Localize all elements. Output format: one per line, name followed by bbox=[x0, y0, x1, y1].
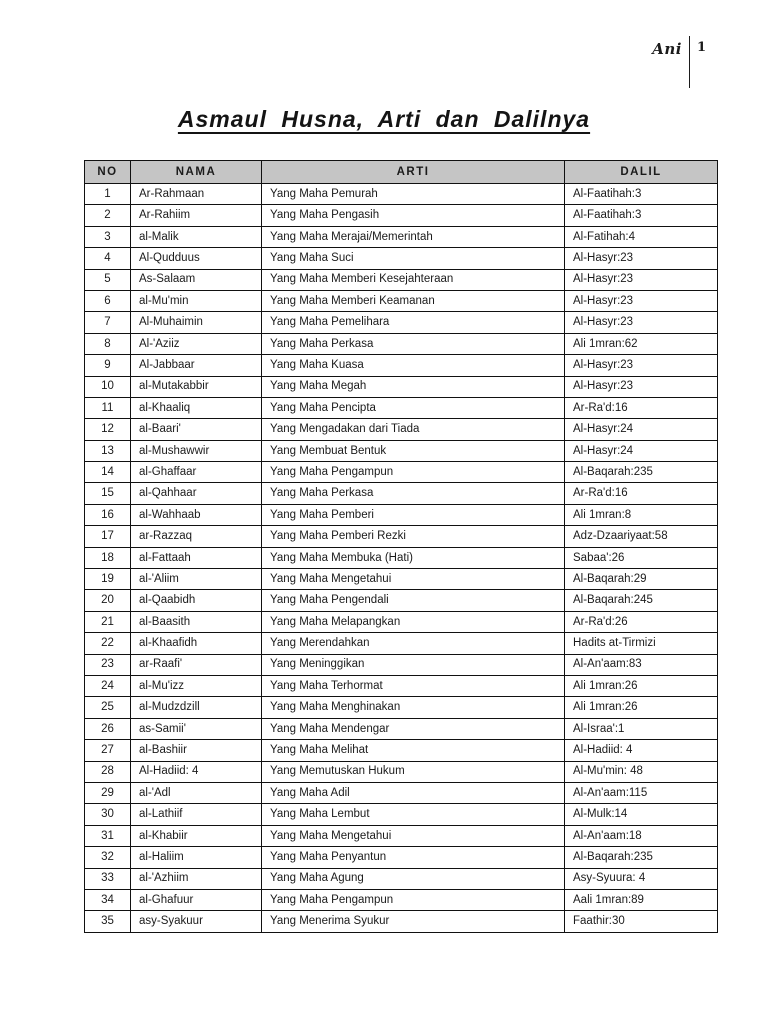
cell-no: 4 bbox=[85, 248, 131, 269]
cell-arti: Yang Maha Suci bbox=[262, 248, 565, 269]
table-row bbox=[85, 654, 718, 675]
asmaul-husna-table bbox=[84, 160, 718, 933]
table-row bbox=[85, 611, 718, 632]
table-row bbox=[85, 419, 718, 440]
column-header-nama: NAMA bbox=[131, 161, 262, 184]
cell-nama: Al-Hadiid: 4 bbox=[131, 761, 262, 782]
cell-arti: Yang Maha Pemberi bbox=[262, 504, 565, 525]
table-row bbox=[85, 333, 718, 354]
header-author: Ani bbox=[652, 40, 682, 58]
cell-no: 34 bbox=[85, 889, 131, 910]
cell-dalil: Ali 1mran:26 bbox=[565, 697, 718, 718]
table-row bbox=[85, 226, 718, 247]
cell-nama: al-Mu'min bbox=[131, 290, 262, 311]
cell-nama: Ar-Rahiim bbox=[131, 205, 262, 226]
cell-no: 21 bbox=[85, 611, 131, 632]
table-row bbox=[85, 504, 718, 525]
cell-arti: Yang Maha Pengampun bbox=[262, 889, 565, 910]
cell-nama: as-Samii' bbox=[131, 718, 262, 739]
cell-arti: Yang Maha Memberi Kesejahteraan bbox=[262, 269, 565, 290]
cell-no: 32 bbox=[85, 847, 131, 868]
cell-arti: Yang Maha Pemberi Rezki bbox=[262, 526, 565, 547]
cell-arti: Yang Maha Mendengar bbox=[262, 718, 565, 739]
table-row bbox=[85, 376, 718, 397]
cell-no: 5 bbox=[85, 269, 131, 290]
cell-no: 31 bbox=[85, 825, 131, 846]
cell-nama: Al-Muhaimin bbox=[131, 312, 262, 333]
cell-arti: Yang Maha Menghinakan bbox=[262, 697, 565, 718]
cell-no: 27 bbox=[85, 740, 131, 761]
cell-dalil: Al-Hasyr:23 bbox=[565, 290, 718, 311]
table-row bbox=[85, 697, 718, 718]
cell-dalil: Al-Hasyr:23 bbox=[565, 376, 718, 397]
cell-nama: al-Mutakabbir bbox=[131, 376, 262, 397]
cell-dalil: Faathir:30 bbox=[565, 911, 718, 932]
table-row bbox=[85, 397, 718, 418]
cell-dalil: Al-Baqarah:235 bbox=[565, 462, 718, 483]
column-header-dalil: DALIL bbox=[565, 161, 718, 184]
document-title: Asmaul Husna, Arti dan Dalilnya bbox=[177, 106, 591, 132]
cell-arti: Yang Maha Memberi Keamanan bbox=[262, 290, 565, 311]
cell-dalil: Al-Hadiid: 4 bbox=[565, 740, 718, 761]
cell-nama: al-'Azhiim bbox=[131, 868, 262, 889]
cell-dalil: Al-Faatihah:3 bbox=[565, 184, 718, 205]
cell-nama: al-Haliim bbox=[131, 847, 262, 868]
cell-nama: As-Salaam bbox=[131, 269, 262, 290]
cell-dalil: Al-Hasyr:23 bbox=[565, 248, 718, 269]
table-row bbox=[85, 569, 718, 590]
cell-no: 35 bbox=[85, 911, 131, 932]
cell-arti: Yang Maha Penyantun bbox=[262, 847, 565, 868]
cell-arti: Yang Maha Lembut bbox=[262, 804, 565, 825]
cell-no: 28 bbox=[85, 761, 131, 782]
cell-arti: Yang Maha Membuka (Hati) bbox=[262, 547, 565, 568]
cell-no: 7 bbox=[85, 312, 131, 333]
cell-dalil: Sabaa':26 bbox=[565, 547, 718, 568]
table-row bbox=[85, 804, 718, 825]
table-row bbox=[85, 290, 718, 311]
table-row bbox=[85, 718, 718, 739]
cell-arti: Yang Maha Perkasa bbox=[262, 483, 565, 504]
cell-nama: al-Qahhaar bbox=[131, 483, 262, 504]
cell-no: 17 bbox=[85, 526, 131, 547]
table-row bbox=[85, 889, 718, 910]
cell-nama: al-Malik bbox=[131, 226, 262, 247]
cell-no: 26 bbox=[85, 718, 131, 739]
table-header bbox=[85, 161, 718, 184]
cell-arti: Yang Maha Merajai/Memerintah bbox=[262, 226, 565, 247]
cell-nama: al-Ghaffaar bbox=[131, 462, 262, 483]
cell-arti: Yang Maha Melihat bbox=[262, 740, 565, 761]
table-row bbox=[85, 355, 718, 376]
cell-no: 1 bbox=[85, 184, 131, 205]
cell-arti: Yang Maha Pencipta bbox=[262, 397, 565, 418]
cell-no: 30 bbox=[85, 804, 131, 825]
cell-nama: Al-Qudduus bbox=[131, 248, 262, 269]
table-row bbox=[85, 847, 718, 868]
cell-no: 18 bbox=[85, 547, 131, 568]
cell-nama: al-Bashiir bbox=[131, 740, 262, 761]
cell-no: 10 bbox=[85, 376, 131, 397]
cell-nama: al-Khaaliq bbox=[131, 397, 262, 418]
cell-no: 15 bbox=[85, 483, 131, 504]
cell-no: 2 bbox=[85, 205, 131, 226]
cell-nama: al-Lathiif bbox=[131, 804, 262, 825]
cell-dalil: Ali 1mran:26 bbox=[565, 675, 718, 696]
cell-no: 13 bbox=[85, 440, 131, 461]
cell-nama: ar-Raafi' bbox=[131, 654, 262, 675]
cell-nama: Ar-Rahmaan bbox=[131, 184, 262, 205]
cell-arti: Yang Meninggikan bbox=[262, 654, 565, 675]
cell-arti: Yang Maha Adil bbox=[262, 782, 565, 803]
cell-no: 22 bbox=[85, 633, 131, 654]
cell-arti: Yang Mengadakan dari Tiada bbox=[262, 419, 565, 440]
table-row bbox=[85, 483, 718, 504]
cell-nama: al-Wahhaab bbox=[131, 504, 262, 525]
cell-arti: Yang Maha Megah bbox=[262, 376, 565, 397]
cell-dalil: Al-An'aam:115 bbox=[565, 782, 718, 803]
cell-nama: al-Khabiir bbox=[131, 825, 262, 846]
cell-arti: Yang Maha Agung bbox=[262, 868, 565, 889]
table-row bbox=[85, 312, 718, 333]
cell-nama: Al-'Aziiz bbox=[131, 333, 262, 354]
table-row bbox=[85, 782, 718, 803]
cell-arti: Yang Maha Pengendali bbox=[262, 590, 565, 611]
cell-dalil: Al-Hasyr:23 bbox=[565, 355, 718, 376]
cell-arti: Yang Memutuskan Hukum bbox=[262, 761, 565, 782]
cell-dalil: Al-Faatihah:3 bbox=[565, 205, 718, 226]
table-row bbox=[85, 761, 718, 782]
cell-nama: Al-Jabbaar bbox=[131, 355, 262, 376]
cell-arti: Yang Maha Pemelihara bbox=[262, 312, 565, 333]
cell-dalil: Asy-Syuura: 4 bbox=[565, 868, 718, 889]
cell-dalil: Hadits at-Tirmizi bbox=[565, 633, 718, 654]
cell-dalil: Al-Hasyr:24 bbox=[565, 440, 718, 461]
cell-arti: Yang Maha Perkasa bbox=[262, 333, 565, 354]
table-row bbox=[85, 868, 718, 889]
cell-nama: al-Khaafidh bbox=[131, 633, 262, 654]
column-header-arti: ARTI bbox=[262, 161, 565, 184]
cell-arti: Yang Maha Mengetahui bbox=[262, 825, 565, 846]
column-header-no: NO bbox=[85, 161, 131, 184]
cell-nama: al-Mudzdzill bbox=[131, 697, 262, 718]
cell-dalil: Ar-Ra'd:16 bbox=[565, 483, 718, 504]
table-row bbox=[85, 462, 718, 483]
table-row bbox=[85, 911, 718, 932]
cell-dalil: Al-Baqarah:235 bbox=[565, 847, 718, 868]
cell-dalil: Al-Mulk:14 bbox=[565, 804, 718, 825]
cell-no: 20 bbox=[85, 590, 131, 611]
cell-dalil: Al-Israa':1 bbox=[565, 718, 718, 739]
cell-arti: Yang Maha Kuasa bbox=[262, 355, 565, 376]
table-row bbox=[85, 205, 718, 226]
cell-no: 11 bbox=[85, 397, 131, 418]
cell-nama: al-'Adl bbox=[131, 782, 262, 803]
table-row bbox=[85, 184, 718, 205]
cell-dalil: Al-Mu'min: 48 bbox=[565, 761, 718, 782]
cell-nama: al-Mu'izz bbox=[131, 675, 262, 696]
cell-dalil: Al-Fatihah:4 bbox=[565, 226, 718, 247]
cell-no: 25 bbox=[85, 697, 131, 718]
table-row bbox=[85, 825, 718, 846]
cell-dalil: Aali 1mran:89 bbox=[565, 889, 718, 910]
cell-arti: Yang Merendahkan bbox=[262, 633, 565, 654]
cell-nama: ar-Razzaq bbox=[131, 526, 262, 547]
cell-dalil: Ali 1mran:8 bbox=[565, 504, 718, 525]
cell-arti: Yang Maha Melapangkan bbox=[262, 611, 565, 632]
cell-nama: al-Baasith bbox=[131, 611, 262, 632]
cell-dalil: Al-Baqarah:29 bbox=[565, 569, 718, 590]
table-row bbox=[85, 675, 718, 696]
cell-arti: Yang Membuat Bentuk bbox=[262, 440, 565, 461]
cell-no: 8 bbox=[85, 333, 131, 354]
cell-nama: al-Ghafuur bbox=[131, 889, 262, 910]
header-page-number: 1 bbox=[696, 40, 706, 55]
cell-nama: al-'Aliim bbox=[131, 569, 262, 590]
cell-nama: al-Mushawwir bbox=[131, 440, 262, 461]
cell-dalil: Al-Hasyr:23 bbox=[565, 269, 718, 290]
cell-no: 6 bbox=[85, 290, 131, 311]
cell-dalil: Adz-Dzaariyaat:58 bbox=[565, 526, 718, 547]
cell-no: 29 bbox=[85, 782, 131, 803]
cell-no: 14 bbox=[85, 462, 131, 483]
cell-dalil: Al-Baqarah:245 bbox=[565, 590, 718, 611]
cell-no: 23 bbox=[85, 654, 131, 675]
cell-no: 9 bbox=[85, 355, 131, 376]
table-row bbox=[85, 269, 718, 290]
cell-arti: Yang Maha Mengetahui bbox=[262, 569, 565, 590]
cell-no: 33 bbox=[85, 868, 131, 889]
cell-dalil: Al-An'aam:83 bbox=[565, 654, 718, 675]
page-header bbox=[652, 36, 706, 88]
cell-dalil: Ar-Ra'd:16 bbox=[565, 397, 718, 418]
cell-no: 16 bbox=[85, 504, 131, 525]
table-row bbox=[85, 526, 718, 547]
cell-arti: Yang Maha Pengampun bbox=[262, 462, 565, 483]
cell-no: 12 bbox=[85, 419, 131, 440]
cell-arti: Yang Maha Pengasih bbox=[262, 205, 565, 226]
cell-arti: Yang Menerima Syukur bbox=[262, 911, 565, 932]
cell-dalil: Al-Hasyr:23 bbox=[565, 312, 718, 333]
table-row bbox=[85, 633, 718, 654]
cell-nama: al-Baari' bbox=[131, 419, 262, 440]
table-body bbox=[85, 184, 718, 933]
table-row bbox=[85, 740, 718, 761]
table-row bbox=[85, 248, 718, 269]
cell-dalil: Al-Hasyr:24 bbox=[565, 419, 718, 440]
cell-dalil: Al-An'aam:18 bbox=[565, 825, 718, 846]
cell-no: 19 bbox=[85, 569, 131, 590]
cell-arti: Yang Maha Pemurah bbox=[262, 184, 565, 205]
cell-no: 3 bbox=[85, 226, 131, 247]
cell-nama: asy-Syakuur bbox=[131, 911, 262, 932]
cell-arti: Yang Maha Terhormat bbox=[262, 675, 565, 696]
cell-nama: al-Qaabidh bbox=[131, 590, 262, 611]
table-header-row bbox=[85, 161, 718, 184]
table-row bbox=[85, 590, 718, 611]
cell-dalil: Ar-Ra'd:26 bbox=[565, 611, 718, 632]
cell-nama: al-Fattaah bbox=[131, 547, 262, 568]
cell-no: 24 bbox=[85, 675, 131, 696]
table-row bbox=[85, 440, 718, 461]
cell-dalil: Ali 1mran:62 bbox=[565, 333, 718, 354]
table-row bbox=[85, 547, 718, 568]
